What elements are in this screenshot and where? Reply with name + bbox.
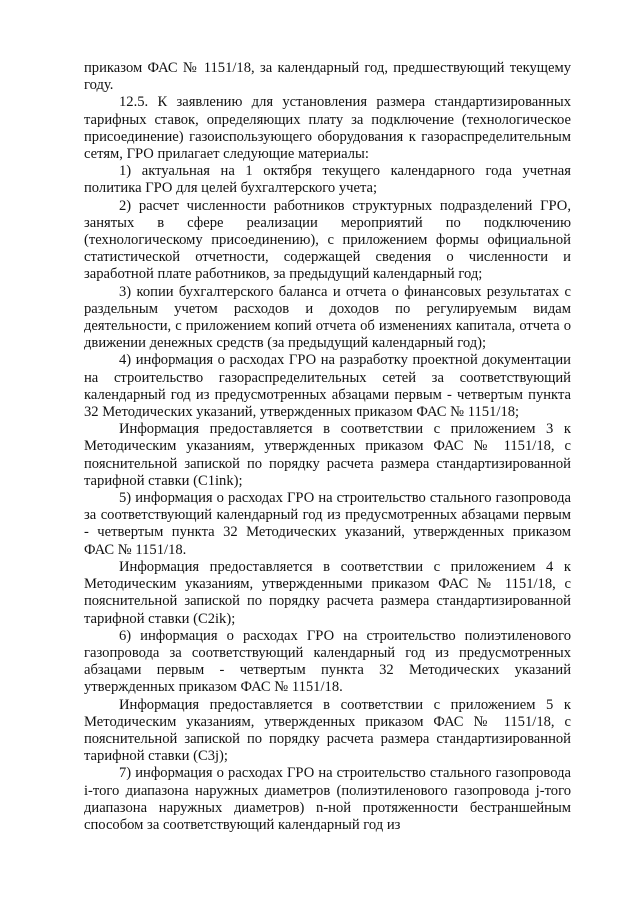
list-item-4-design-costs: 4) информация о расходах ГРО на разработку проектной документации на строительство газораспределительных сетей за соответствующий календарный год из предусмотренных абзацами первым - четвертым пункта 32 Методических указаний, утвержденных приказом ФАС № 1151/18; [84,352,571,421]
info-note-appendix-3: Информация предоставляется в соответствии с приложением 3 к Методическим указаниям, утвержденных приказом ФАС № 1151/18, с пояснительной запиской по порядку расчета размера стандартизированной тарифной ставки (C1ink); [84,421,571,489]
info-note-appendix-5: Информация предоставляется в соответствии с приложением 5 к Методическим указаниям, утвержденных приказом ФАС № 1151/18, с пояснительной запиской по порядку расчета размера стандартизированной тарифной ставки (C3j); [84,696,571,765]
paragraph-continuation: приказом ФАС № 1151/18, за календарный год, предшествующий текущему году. [84,60,571,94]
document-body [84,60,571,834]
info-note-appendix-4: Информация предоставляется в соответствии с приложением 4 к Методическим указаниям, утвержденными приказом ФАС № 1151/18, с пояснительной запиской по порядку расчета размера стандартизированной тарифной ставки (C2ik); [84,558,571,627]
paragraph-12-5-intro: 12.5. К заявлению для установления размера стандартизированных тарифных ставок, определяющих плату за подключение (технологическое присоединение) газоиспользующего оборудования к газораспределительным сетям, ГРО прилагает следующие материалы: [84,94,571,163]
list-item-3-balance-copies: 3) копии бухгалтерского баланса и отчета о финансовых результатах с раздельным учетом расходов и доходов по регулируемым видам деятельности, с приложением копий отчета об изменениях капитала, отчета о движении денежных средств (за предыдущий календарный год); [84,283,571,352]
list-item-7-trenchless: 7) информация о расходах ГРО на строительство стального газопровода i-того диапазона наружных диаметров (полиэтиленового газопровода j-того диапазона наружных диаметров) n-ной протяженности бестраншейным способом за соответствующий календарный год из [84,765,571,833]
list-item-5-steel-pipeline: 5) информация о расходах ГРО на строительство стального газопровода за соответствующий календарный год из предусмотренных абзацами первым - четвертым пункта 32 Методических указаний, утвержденных приказом ФАС № 1151/18. [84,490,571,558]
list-item-2-staff-calculation: 2) расчет численности работников структурных подразделений ГРО, занятых в сфере реализации мероприятий по подключению (технологическому присоединению), с приложением формы официальной статистической отчетности, содержащей сведения о численности и заработной плате работников, за предыдущий календарный год; [84,197,571,283]
list-item-6-polyethylene-pipeline: 6) информация о расходах ГРО на строительство полиэтиленового газопровода за соответствующий календарный год из предусмотренных абзацами первым - четвертым пункта 32 Методических указаний утвержденных приказом ФАС № 1151/18. [84,627,571,696]
list-item-1-accounting-policy: 1) актуальная на 1 октября текущего календарного года учетная политика ГРО для целей бухгалтерского учета; [84,163,571,197]
